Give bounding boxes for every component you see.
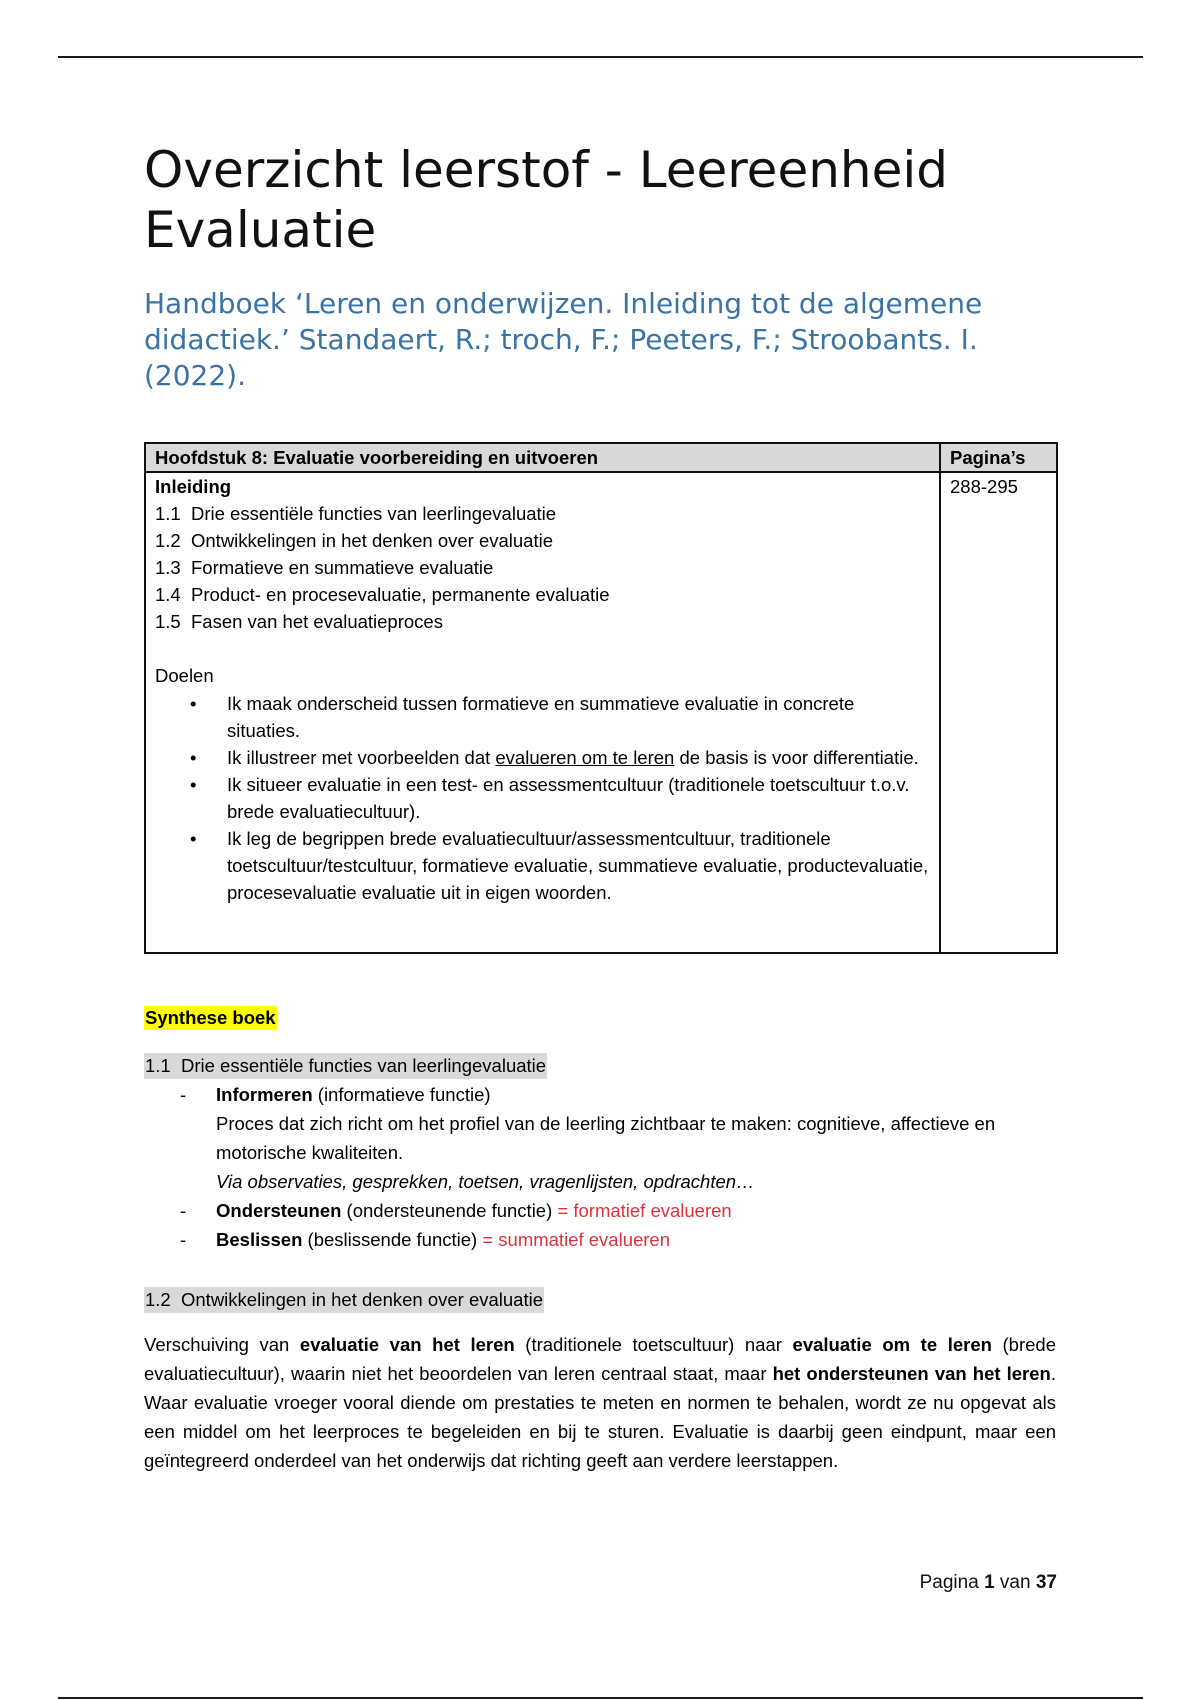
informeren-example: Via observaties, gesprekken, toetsen, vragenlijsten, opdrachten…: [216, 1171, 755, 1192]
toc-line: 1.5 Fasen van het evaluatieproces: [155, 611, 443, 632]
toc-line: 1.3 Formatieve en summatieve evaluatie: [155, 557, 494, 578]
list-item-ondersteunen: - Ondersteunen (ondersteunende functie) = formatief evalueren: [180, 1200, 732, 1221]
page-number: Pagina 1 van 37: [919, 1572, 1057, 1593]
chapter-contents-cell: [145, 472, 940, 953]
chapter-header-cell: Hoofdstuk 8: Evaluatie voorbereiding en uitvoeren: [145, 443, 940, 472]
intro-heading: Inleiding: [155, 476, 232, 497]
pages-cell: 288-295: [940, 472, 1057, 953]
goal-item: • Ik leg de begrippen brede evaluatiecultuur/assessmentcultuur, traditionele toetscultuur/testcultuur, formatieve evaluatie, summatieve evaluatie, productevaluatie, procesevaluatie evaluatie uit in eigen woorden.: [227, 825, 930, 906]
goal-item: • Ik illustreer met voorbeelden dat evalueren om te leren de basis is voor differentiatie.: [227, 744, 930, 771]
toc-line: 1.2 Ontwikkelingen in het denken over evaluatie: [155, 530, 554, 551]
section-heading-1-1: 1.1 Drie essentiële functies van leerlingevaluatie: [144, 1053, 547, 1079]
section-1-2-paragraph: Verschuiving van evaluatie van het leren (traditionele toetscultuur) naar evaluatie om te leren (brede evaluatiecultuur), waarin niet het beoordelen van leren centraal staat, maar het ondersteunen van het leren. Waar evaluatie vroeger vooral diende om prestaties te meten en normen te behalen, wordt ze nu opgevat als een middel om het leerproces te begeleiden en bij te sturen. Evaluatie is daarbij geen eindpunt, maar een geïntegreerd onderdeel van het onderwijs dat richting geeft aan verdere leerstappen.: [144, 1334, 1056, 1471]
goal-item: • Ik maak onderscheid tussen formatieve en summatieve evaluatie in concrete situaties.: [227, 690, 930, 744]
subtitle-reference: Handboek ‘Leren en onderwijzen. Inleiding tot de algemene didactiek.’ Standaert, R.; troch, F.; Peeters, F.; Stroobants. I. (2022).: [144, 287, 983, 392]
table-header-row: [145, 443, 1057, 472]
pages-header-cell: Pagina’s: [940, 443, 1057, 472]
chapter-overview-table: [144, 442, 1058, 954]
section-heading-1-2: 1.2 Ontwikkelingen in het denken over evaluatie: [144, 1287, 544, 1313]
goal-item: • Ik situeer evaluatie in een test- en assessmentcultuur (traditionele toetscultuur t.o.v. brede evaluatiecultuur).: [227, 771, 930, 825]
informeren-description: Proces dat zich richt om het profiel van de leerling zichtbaar te maken: cognitieve, affectieve en motorische kwaliteiten.: [216, 1113, 996, 1163]
list-item-informeren: - Informeren (informatieve functie): [180, 1084, 491, 1105]
toc-line: 1.4 Product- en procesevaluatie, permanente evaluatie: [155, 584, 610, 605]
bottom-rule: [58, 1697, 1143, 1699]
synthese-label: Synthese boek: [145, 1007, 276, 1028]
page-title: Overzicht leerstof - Leereenheid Evaluatie: [144, 141, 948, 259]
table-body-row: [145, 472, 1057, 953]
goals-label: Doelen: [155, 665, 214, 686]
goals-list: [155, 690, 930, 906]
toc-line: 1.1 Drie essentiële functies van leerlingevaluatie: [155, 503, 557, 524]
top-rule: [58, 56, 1143, 58]
list-item-beslissen: - Beslissen (beslissende functie) = summatief evalueren: [180, 1229, 671, 1250]
functions-list: [144, 1080, 1059, 1254]
